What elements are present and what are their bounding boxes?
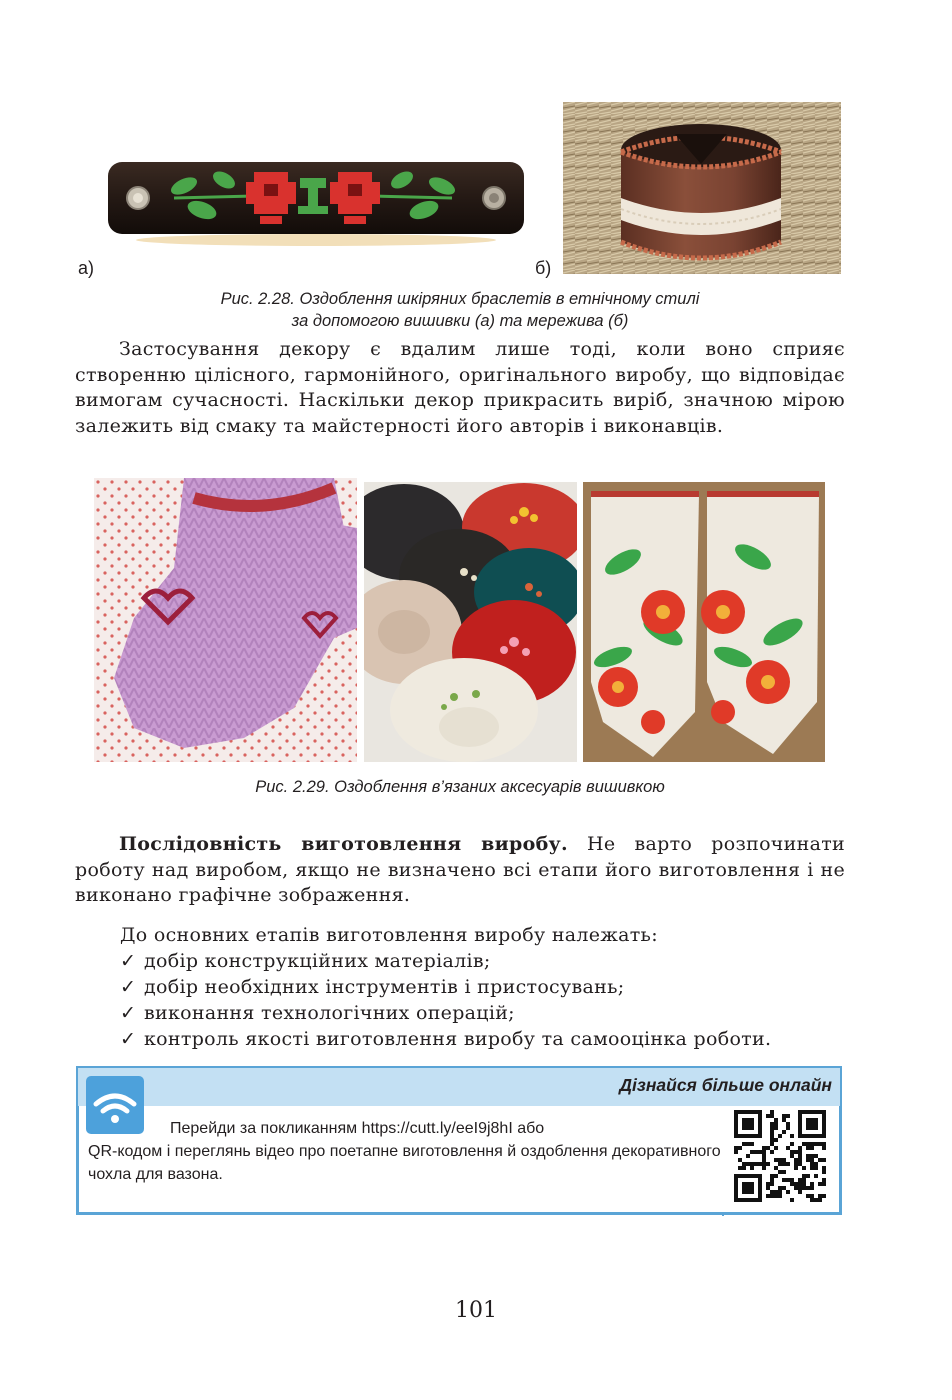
bracelet-embroidery-photo — [104, 158, 528, 248]
paragraph-decor-text: Застосування декору є вдалим лише тоді, коли воно сприяє створенню цілісного, гармонійного, оригінального виробу, що відповідає вимогам сучасності. Наскільки декор прикрасить виріб, значною мірою залежить від смаку та майстерності його авторів і виконавців. — [75, 338, 845, 437]
figure-caption-228-line2: за допомогою вишивки (а) та мережива (б) — [291, 312, 629, 330]
check-icon: ✓ — [120, 950, 137, 972]
check-icon: ✓ — [120, 1028, 137, 1050]
list-item-text: виконання технологічних операцій; — [144, 1002, 515, 1024]
list-item-text: добір конструкційних матеріалів; — [144, 950, 491, 972]
list-item — [120, 1026, 850, 1052]
figure-caption-228-line1: Рис. 2.28. Оздоблення шкіряних браслетів в етнічному стилі — [220, 290, 700, 308]
qr-divider — [722, 1212, 724, 1216]
paragraph-decor — [75, 337, 845, 439]
online-box-text-rest: QR-кодом і переглянь відео про поетапне виготовлення й оздоблення декоративного чохла для вазона. — [88, 1143, 721, 1183]
page-number: 101 — [455, 1298, 497, 1323]
check-icon: ✓ — [120, 976, 137, 998]
check-icon: ✓ — [120, 1002, 137, 1024]
figure-label-a: а) — [78, 258, 95, 278]
section-heading: Послідовність виготовлення виробу. — [119, 833, 568, 855]
section-paragraph — [75, 832, 845, 909]
online-box-title: Дізнайся більше онлайн — [619, 1075, 832, 1095]
bracelet-lace-photo — [563, 102, 841, 274]
figure-label-b: б) — [535, 258, 552, 278]
list-item — [120, 948, 850, 974]
section-text: Не варто розпочинати роботу над виробом, якщо не визначено всі етапи його виготовлення і не виконано графічне зображення. — [75, 833, 845, 906]
online-box-text — [88, 1117, 728, 1186]
list-item-text: контроль якості виготовлення виробу та самооцінка роботи. — [144, 1028, 772, 1050]
list-item — [120, 1000, 850, 1026]
stages-list — [120, 922, 850, 1052]
online-box-text-line1: Перейди за покликанням https://cutt.ly/eeI9j8hI або — [170, 1120, 545, 1137]
qr-code-icon[interactable] — [734, 1110, 826, 1202]
figure-caption-229: Рис. 2.29. Оздоблення в’язаних аксесуарів вишивкою — [255, 778, 665, 796]
stages-intro: До основних етапів виготовлення виробу належать: — [120, 924, 658, 946]
list-item-text: добір необхідних інструментів і пристосувань; — [144, 976, 625, 998]
berets-photo — [364, 482, 577, 762]
socks-photo — [94, 478, 357, 762]
mittens-photo — [583, 482, 825, 762]
list-item — [120, 974, 850, 1000]
